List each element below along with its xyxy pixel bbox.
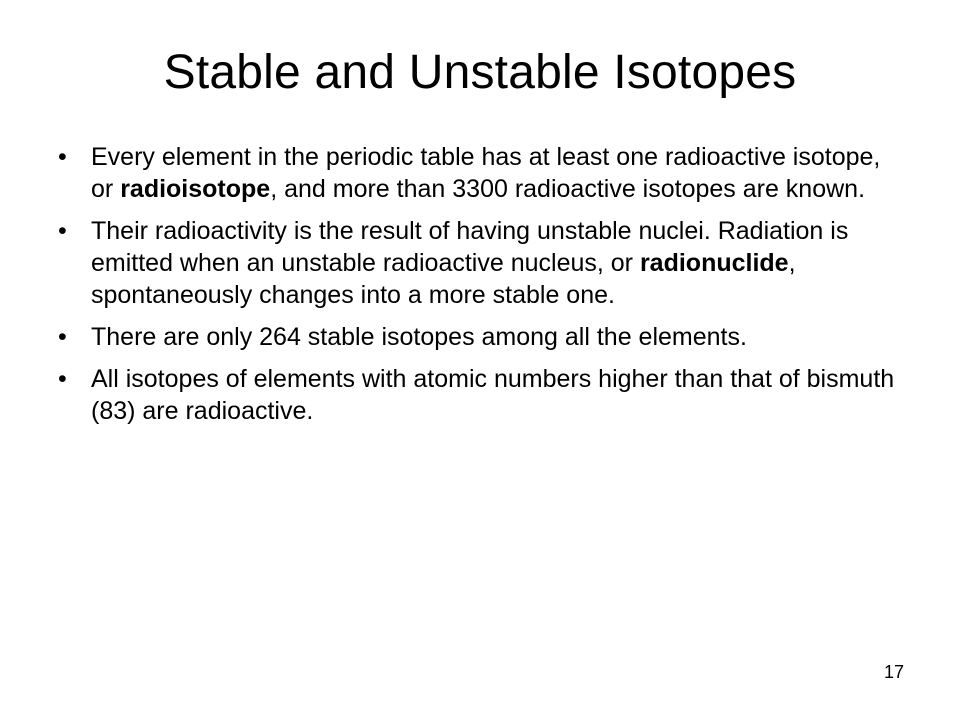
bullet-item (58, 215, 908, 311)
bullet-item (58, 141, 908, 205)
bullet-item (58, 321, 908, 353)
bold-term: radioisotope (120, 175, 271, 203)
bullet-text (91, 323, 747, 351)
text-segment: Every element in the periodic table has at least one radioactive isotope, or (91, 143, 881, 203)
bullet-list (58, 141, 908, 437)
page-number: 17 (883, 662, 904, 682)
bullet-dot: • (58, 217, 67, 245)
bold-term: radionuclide (639, 249, 789, 277)
bullet-dot: • (58, 323, 67, 351)
bullet-text (91, 217, 848, 309)
bullet-text (91, 143, 880, 203)
text-segment: All isotopes of elements with atomic numbers higher than that of bismuth (83) are radioactive. (91, 365, 895, 425)
bullet-dot: • (58, 365, 67, 393)
bullet-text (91, 365, 894, 425)
slide-title: Stable and Unstable Isotopes (163, 46, 797, 99)
text-segment: , spontaneously changes into a more stable one. (91, 249, 796, 309)
text-segment: There are only 264 stable isotopes among all the elements. (91, 323, 747, 351)
text-segment: Their radioactivity is the result of having unstable nuclei. Radiation is emitted when an unstable radioactive nucleus, or (91, 217, 849, 277)
text-segment: , and more than 3300 radioactive isotopes are known. (270, 175, 866, 203)
bullet-item (58, 363, 908, 427)
bullet-dot: • (58, 143, 67, 171)
